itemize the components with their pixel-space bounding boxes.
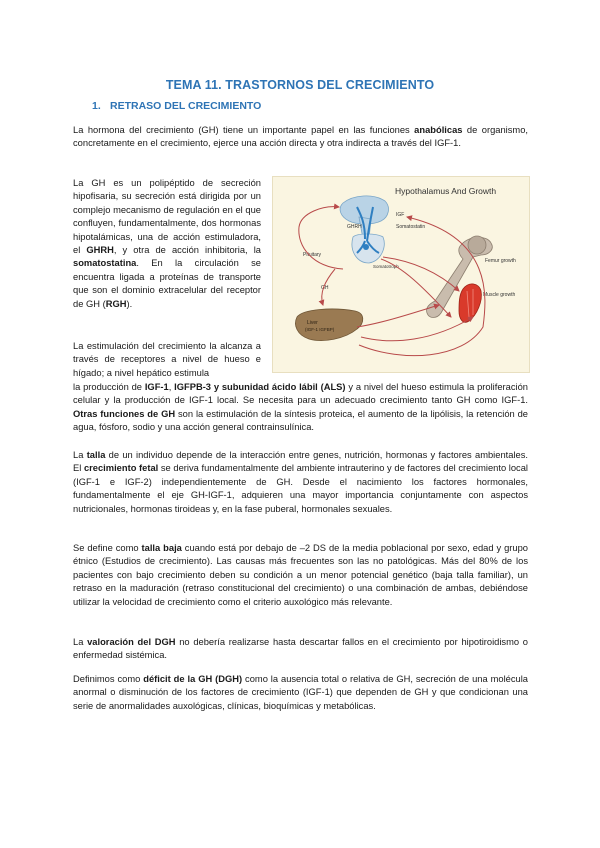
arrow-igf-muscle xyxy=(361,317,473,341)
paragraph-talla-baja xyxy=(73,542,528,609)
text-run: La GH es un polipéptido de secreción hipofisaria, su secreción está dirigida por un complejo mecanismo de regulación en el que confluyen, fundamentalmente, dos hormonas hipotalámicas, una de acción estimuladora, el xyxy=(73,178,261,256)
arrow-pituitary-feedback xyxy=(299,207,343,269)
text-run: Se define como xyxy=(73,543,142,553)
text-run: se deriva fundamentalmente del ambiente intrauterino y de factores del crecimiento local (IGF-1 e IGF-2) independientemente de GH. Desde el nacimiento los factores hormonales, fundamentalmente el eje GH-IGF-1, adquieren una mayor importancia conjuntamente con aspectos nutricionales, hormonas tiroideas y, en la fase puberal, hormonales sexuales. xyxy=(73,463,528,514)
text-run: como la ausencia total o relativa de GH, secreción de una molécula anormal o disminución de los factores de crecimiento (IGF-1) que dependen de GH y que condicionan una serie de anormalidades auxológicas, clínicas, bioquímicas y metabólicas. xyxy=(73,674,528,711)
figure-title: Hypothalamus And Growth xyxy=(395,186,497,196)
label-gh: GH xyxy=(321,285,329,291)
bold-term: talla baja xyxy=(141,543,182,553)
liver-icon xyxy=(296,309,363,341)
label-igf: IGF xyxy=(396,212,405,218)
bold-term: RGH xyxy=(105,298,127,309)
paragraph-growth-stimulation-start xyxy=(73,340,261,380)
text-run: La estimulación del crecimiento la alcanza a través de receptores a nivel de hueso e hígado; a nivel hepático estimula xyxy=(73,341,261,378)
section-number: 1. xyxy=(92,100,101,112)
label-somatostatin: Somatostatin xyxy=(396,224,426,230)
arrow-igf-bone xyxy=(357,305,439,327)
hypothalamus-growth-figure xyxy=(272,176,530,373)
bold-term: IGF-1 xyxy=(144,382,169,392)
text-run: , xyxy=(168,382,175,392)
bold-term: anabólicas xyxy=(414,125,463,135)
paragraph-talla xyxy=(73,449,528,516)
paragraph-growth-stimulation xyxy=(73,381,528,435)
text-run: no debería realizarse hasta descartar fallos en el crecimiento por hipotiroidismo o enfermedad sistémica. xyxy=(73,637,528,661)
text-run: ). xyxy=(126,298,133,309)
document-title: TEMA 11. TRASTORNOS DEL CRECIMIENTO xyxy=(165,78,435,92)
bold-term: IGFPB-3 y subunidad ácido lábil (ALS) xyxy=(174,382,346,392)
section-title: RETRASO DEL CRECIMIENTO xyxy=(110,100,262,112)
label-liver-sub: (IGF-1 IGFBP) xyxy=(305,327,335,332)
paragraph-valoracion xyxy=(73,636,528,663)
muscle-icon xyxy=(459,284,481,322)
label-somatotroph: Somatotroph xyxy=(373,264,399,269)
figure-illustration xyxy=(273,177,529,372)
label-pituitary: Pituitary xyxy=(303,252,322,258)
label-liver: Liver xyxy=(307,320,318,326)
bold-term: déficit de la GH (DGH) xyxy=(143,674,243,684)
text-run: y a nivel del hueso estimula la proliferación celular y la producción de IGF-1 local. Se necesita para un adecuado crecimiento tanto GH como IGF-1. xyxy=(73,382,529,406)
text-run: La hormona del crecimiento (GH) tiene un importante papel en las funciones xyxy=(73,125,415,135)
bold-term: somatostatina xyxy=(73,258,137,269)
text-run: La xyxy=(73,450,87,460)
text-run: de un individuo depende de la interacción entre genes, nutrición, hormonas y factores ambientales. El xyxy=(73,450,528,474)
text-run: son la estimulación de la síntesis proteica, el aumento de la lipólisis, la retención de agua, fósforo, sodio y una acción general contrainsulínica. xyxy=(73,408,528,433)
section-heading xyxy=(92,100,261,112)
bold-term: GHRH xyxy=(86,245,114,256)
label-muscle: Muscle growth xyxy=(483,292,516,298)
text-run: la producción de xyxy=(73,382,145,392)
bold-term: talla xyxy=(86,450,106,460)
bold-term: crecimiento fetal xyxy=(83,463,159,474)
paragraph-intro xyxy=(73,124,528,151)
text-run: de organismo, concretamente en el crecimiento, ejerce una acción directa y otra indirecta a través del IGF-1. xyxy=(73,125,529,149)
text-run: . En la circulación se encuentra ligada a proteínas de transporte que son el dominio extracelular del receptor de GH ( xyxy=(73,258,261,309)
text-run: cuando está por debajo de –2 DS de la media poblacional por sexo, edad y grupo étnico (Estudios de crecimiento). Las causas más frecuentes son las no patológicas. Más del 80% de los pacientes con bajo crecimiento deben su condición a un menor potencial genético (baja talla familiar), un retraso en la maduración (retraso constitucional del crecimiento) o una combinación de ambas, debiéndose utilizar la velocidad de crecimiento como el criterio auxológico más relevante. xyxy=(73,543,528,607)
text-run: Definimos como xyxy=(73,674,144,684)
label-ghrh: GHRH xyxy=(347,224,362,230)
text-run: , y otra de acción inhibitoria, la xyxy=(113,245,261,256)
paragraph-gh-secretion xyxy=(73,177,261,311)
text-run: La xyxy=(73,637,88,647)
bold-term: Otras funciones de GH xyxy=(73,408,176,419)
label-femur: Femur growth xyxy=(485,258,516,264)
paragraph-deficit xyxy=(73,673,528,713)
bold-term: valoración del DGH xyxy=(87,637,176,647)
